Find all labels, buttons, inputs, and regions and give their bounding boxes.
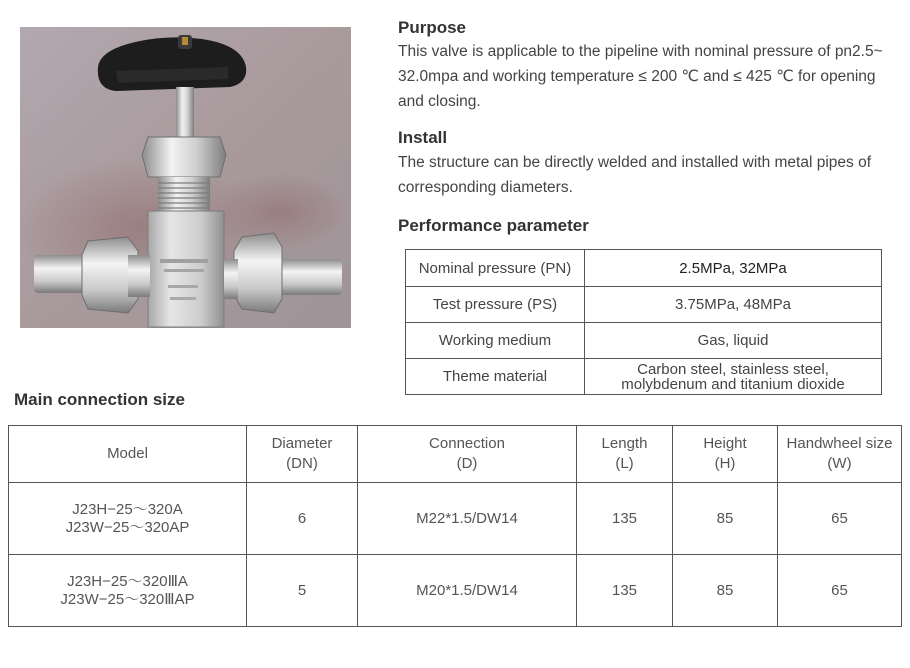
column-header-model (9, 426, 247, 483)
header-line: (L) (615, 455, 634, 472)
table-row (9, 483, 902, 555)
purpose-text: This valve is applicable to the pipeline with nominal pressure of pn2.5~ 32.0mpa and working temperature ≤ 200 ℃ and ≤ 425 ℃ for opening and closing. (398, 43, 883, 110)
header-line: (DN) (286, 455, 318, 472)
install-heading: Install (398, 128, 448, 147)
header-line: Handwheel size (786, 435, 893, 452)
header-line: Length (601, 435, 648, 452)
header-line: Connection (429, 435, 505, 452)
model-line: J23H−25～320A (72, 500, 183, 518)
header-line: Height (703, 435, 747, 452)
header-line: Model (107, 445, 148, 462)
header-line: (D) (456, 455, 478, 472)
main-connection-table (8, 425, 902, 627)
model-line: J23W−25～320ⅢAP (60, 590, 195, 608)
header-line: (H) (714, 455, 736, 472)
column-header-height (673, 426, 778, 483)
performance-table (405, 249, 882, 395)
cell-length: 135 (577, 555, 673, 627)
table-row (406, 287, 882, 323)
cell-handwheel: 65 (778, 483, 902, 555)
param-value-line: molybdenum and titanium dioxide (621, 375, 845, 393)
product-photo-needle-valve (20, 27, 351, 328)
table-header-row (9, 426, 902, 483)
cell-height: 85 (673, 555, 778, 627)
cell-handwheel: 65 (778, 555, 902, 627)
header-line: Diameter (271, 435, 333, 452)
param-value: 3.75MPa, 48MPa (585, 287, 882, 323)
column-header-handwheel (778, 426, 902, 483)
cell-diameter: 5 (247, 555, 358, 627)
purpose-heading: Purpose (398, 18, 467, 37)
param-value: Gas, liquid (585, 323, 882, 359)
cell-height: 85 (673, 483, 778, 555)
model-line: J23W−25～320AP (65, 518, 190, 536)
param-label: Working medium (406, 323, 585, 359)
header-line: (W) (827, 455, 852, 472)
table-row (406, 323, 882, 359)
column-header-length (577, 426, 673, 483)
param-label: Nominal pressure (PN) (406, 250, 585, 287)
cell-connection: M20*1.5/DW14 (358, 555, 577, 627)
param-value (585, 359, 882, 395)
cell-diameter: 6 (247, 483, 358, 555)
performance-heading: Performance parameter (398, 216, 589, 235)
model-line: J23H−25～320ⅢA (67, 572, 188, 590)
param-label: Theme material (406, 359, 585, 395)
column-header-diameter (247, 426, 358, 483)
cell-model (9, 483, 247, 555)
param-value-line: Carbon steel, stainless steel, (637, 360, 829, 378)
install-text: The structure can be directly welded and installed with metal pipes of corresponding diameters. (398, 154, 871, 196)
main-connection-heading: Main connection size (14, 390, 185, 409)
param-label: Test pressure (PS) (406, 287, 585, 323)
column-header-connection (358, 426, 577, 483)
table-row (406, 250, 882, 287)
cell-length: 135 (577, 483, 673, 555)
cell-model (9, 555, 247, 627)
cell-connection: M22*1.5/DW14 (358, 483, 577, 555)
param-value: 2.5MPa, 32MPa (585, 250, 882, 287)
table-row (406, 359, 882, 395)
table-row (9, 555, 902, 627)
